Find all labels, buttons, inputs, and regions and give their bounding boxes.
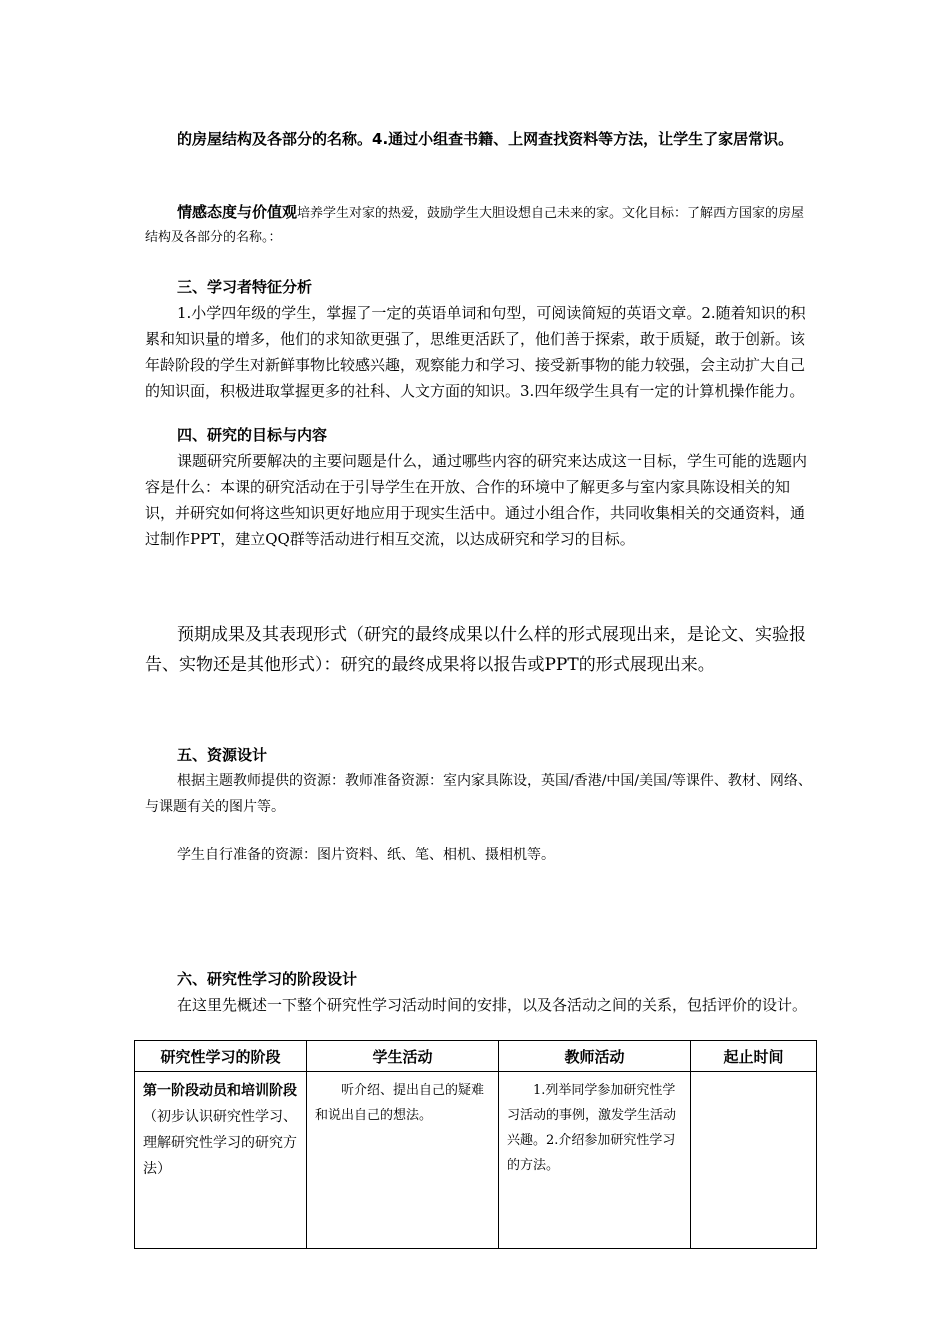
intro-text: 的房屋结构及各部分的名称。4.通过小组查书籍、上网查找资料等方法，让学生了家居常识。 bbox=[177, 130, 794, 148]
section-3 bbox=[145, 274, 815, 404]
header-stage: 研究性学习的阶段 bbox=[135, 1041, 307, 1072]
header-teacher-activity: 教师活动 bbox=[499, 1041, 691, 1072]
stage-note: （初步认识研究性学习、理解研究性学习的研究方法） bbox=[143, 1109, 297, 1177]
section-6-title: 六、研究性学习的阶段设计 bbox=[177, 970, 358, 988]
emotion-text: 培养学生对家的热爱，鼓励学生大胆设想自己未来的家。文化目标：了解西方国家的房屋结构及各部分的名称。： bbox=[145, 206, 805, 245]
header-student-activity: 学生活动 bbox=[307, 1041, 499, 1072]
section-6 bbox=[145, 966, 815, 1018]
section-5-student-resources: 学生自行准备的资源：图片资料、纸、笔、相机、摄相机等。 bbox=[177, 847, 555, 863]
section-6-body: 在这里先概述一下整个研究性学习活动时间的安排，以及各活动之间的关系，包括评价的设计。 bbox=[177, 996, 808, 1014]
expected-results-text: 预期成果及其表现形式（研究的最终成果以什么样的形式展现出来，是论文、实验报告、实物还是其他形式）：研究的最终成果将以报告或PPT的形式展现出来。 bbox=[145, 625, 806, 675]
cell-teacher-activity: 1.列举同学参加研究性学习活动的事例，激发学生活动兴趣。2.介绍参加研究性学习的方法。 bbox=[499, 1072, 691, 1249]
section-5-teacher-resources: 根据主题教师提供的资源：教师准备资源：室内家具陈设，英国/香港/中国/美国/等课件、教材、网络、与课题有关的图片等。 bbox=[145, 773, 812, 815]
section-3-body: 1.小学四年级的学生，掌握了一定的英语单词和句型，可阅读简短的英语文章。2.随着知识的积累和知识量的增多，他们的求知欲更强了，思维更活跃了，他们善于探索，敢于质疑，敢于创新。该年龄阶段的学生对新鲜事物比较感兴趣，观察能力和学习、接受新事物的能力较强，会主动扩大自己的知识面，积极进取掌握更多的社科、人文方面的知识。3.四年级学生具有一定的计算机操作能力。 bbox=[145, 304, 806, 400]
cell-student-activity: 听介绍、提出自己的疑难和说出自己的想法。 bbox=[307, 1072, 499, 1249]
stage-name: 第一阶段动员和培训阶段 bbox=[143, 1083, 297, 1099]
section-4 bbox=[145, 422, 815, 552]
section-4-body: 课题研究所要解决的主要问题是什么，通过哪些内容的研究来达成这一目标，学生可能的选题内容是什么：本课的研究活动在于引导学生在开放、合作的环境中了解更多与室内家具陈设相关的知识，并研究如何将这些知识更好地应用于现实生活中。通过小组合作，共同收集相关的交通资料，通过制作PPT，建立QQ群等活动进行相互交流，以达成研究和学习的目标。 bbox=[145, 452, 808, 548]
section-3-title: 三、学习者特征分析 bbox=[177, 278, 313, 296]
expected-results bbox=[145, 620, 815, 680]
table-row bbox=[135, 1072, 817, 1249]
header-time: 起止时间 bbox=[691, 1041, 817, 1072]
cell-stage bbox=[135, 1072, 307, 1249]
stage-design-table bbox=[134, 1040, 817, 1249]
section-4-title: 四、研究的目标与内容 bbox=[177, 426, 328, 444]
cell-time bbox=[691, 1072, 817, 1249]
section-5 bbox=[145, 742, 815, 868]
intro-paragraph bbox=[145, 126, 815, 152]
emotion-paragraph bbox=[145, 200, 815, 250]
section-5-title: 五、资源设计 bbox=[177, 746, 268, 764]
table-header-row bbox=[135, 1041, 817, 1072]
emotion-label: 情感态度与价值观 bbox=[177, 203, 298, 221]
